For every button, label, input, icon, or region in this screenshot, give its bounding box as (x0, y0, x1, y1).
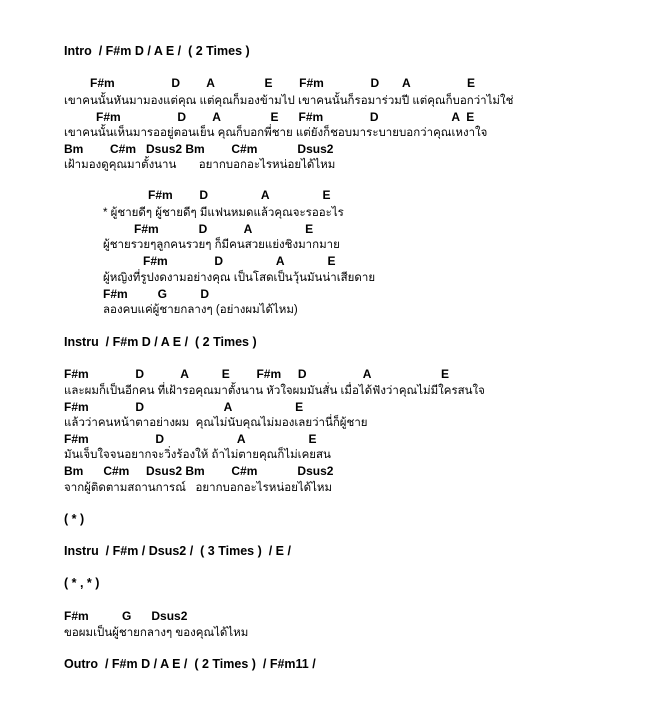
verse2-chords-3: F#m D A E (64, 432, 317, 446)
chorus-chords-4: F#m G D (103, 287, 210, 301)
instru-heading-1: Instru / F#m D / A E / ( 2 Times ) (64, 335, 257, 349)
chorus-lyric-4: ลองคบแค่ผู้ชายกลางๆ (อย่างผมได้ไหม) (103, 304, 298, 316)
verse1-chords-3: Bm C#m Dsus2 Bm C#m Dsus2 (64, 142, 334, 156)
chorus-lyric-3: ผู้หญิงที่รูปงดงามอย่างคุณ เป็นโสดเป็นวุ้นมันน่าเสียดาย (103, 272, 376, 284)
verse2-chords-1: F#m D A E F#m D A E (64, 367, 449, 381)
verse2-chords-4: Bm C#m Dsus2 Bm C#m Dsus2 (64, 464, 334, 478)
intro-heading: Intro / F#m D / A E / ( 2 Times ) (64, 44, 250, 58)
verse2-lyric-1: และผมก็เป็นอีกคน ที่เฝ้ารอคุณมาตั้งนาน หัวใจผมมันสั่น เมื่อได้ฟังว่าคุณไม่มีใครสนใจ (64, 385, 485, 397)
chorus-lyric-2: ผู้ชายรวยๆลูกคนรวยๆ ก็มีคนสวยแย่งชิงมากมาย (103, 239, 340, 251)
verse1-chords-2: F#m D A E F#m D A E (96, 110, 475, 124)
chorus-chords-2: F#m D A E (134, 222, 314, 236)
chorus-chords-1: F#m D A E (148, 188, 331, 202)
verse2-lyric-2: แล้วว่าคนหน้าตาอย่างผม คุณไม่นับคุณไม่มองเลยว่านี่ก็ผู้ชาย (64, 417, 368, 429)
verse1-chords-1: F#m D A E F#m D A E (90, 76, 475, 90)
chorus-lyric-1: * ผู้ชายดีๆ ผู้ชายดีๆ มีแฟนหมดแล้วคุณจะรออะไร (103, 207, 344, 219)
bridge-chords-1: F#m G Dsus2 (64, 609, 188, 623)
verse1-lyric-2: เขาคนนั้นเห็นมารออยู่ตอนเย็น คุณก็บอกพี่ชาย แต่ยังก็ชอบมาระบายบอกว่าคุณเหงาใจ (64, 127, 488, 139)
chorus-double-marker: ( * , * ) (64, 576, 100, 590)
instru-heading-2: Instru / F#m / Dsus2 / ( 3 Times ) / E / (64, 544, 291, 558)
outro-heading: Outro / F#m D / A E / ( 2 Times ) / F#m11 / (64, 657, 316, 671)
chorus-repeat-marker: ( * ) (64, 512, 85, 526)
verse2-chords-2: F#m D A E (64, 400, 304, 414)
verse1-lyric-1: เขาคนนั้นหันมามองแต่คุณ แต่คุณก็มองข้ามไป เขาคนนั้นก็รอมาร่วมปี แต่คุณก็บอกว่าไม่ใช่ (64, 95, 514, 107)
verse2-lyric-4: จากผู้ติดตามสถานการณ์ อยากบอกอะไรหน่อยได้ไหม (64, 482, 333, 494)
verse1-lyric-3: เฝ้ามองดูคุณมาตั้งนาน อยากบอกอะไรหน่อยได้ไหม (64, 159, 336, 171)
chorus-chords-3: F#m D A E (143, 254, 336, 268)
verse2-lyric-3: มันเจ็บใจจนอยากจะวิ่งร้องให้ ถ้าไม่ตายคุณก็ไม่เคยสน (64, 449, 331, 461)
bridge-lyric-1: ขอผมเป็นผู้ชายกลางๆ ของคุณได้ไหม (64, 627, 249, 639)
